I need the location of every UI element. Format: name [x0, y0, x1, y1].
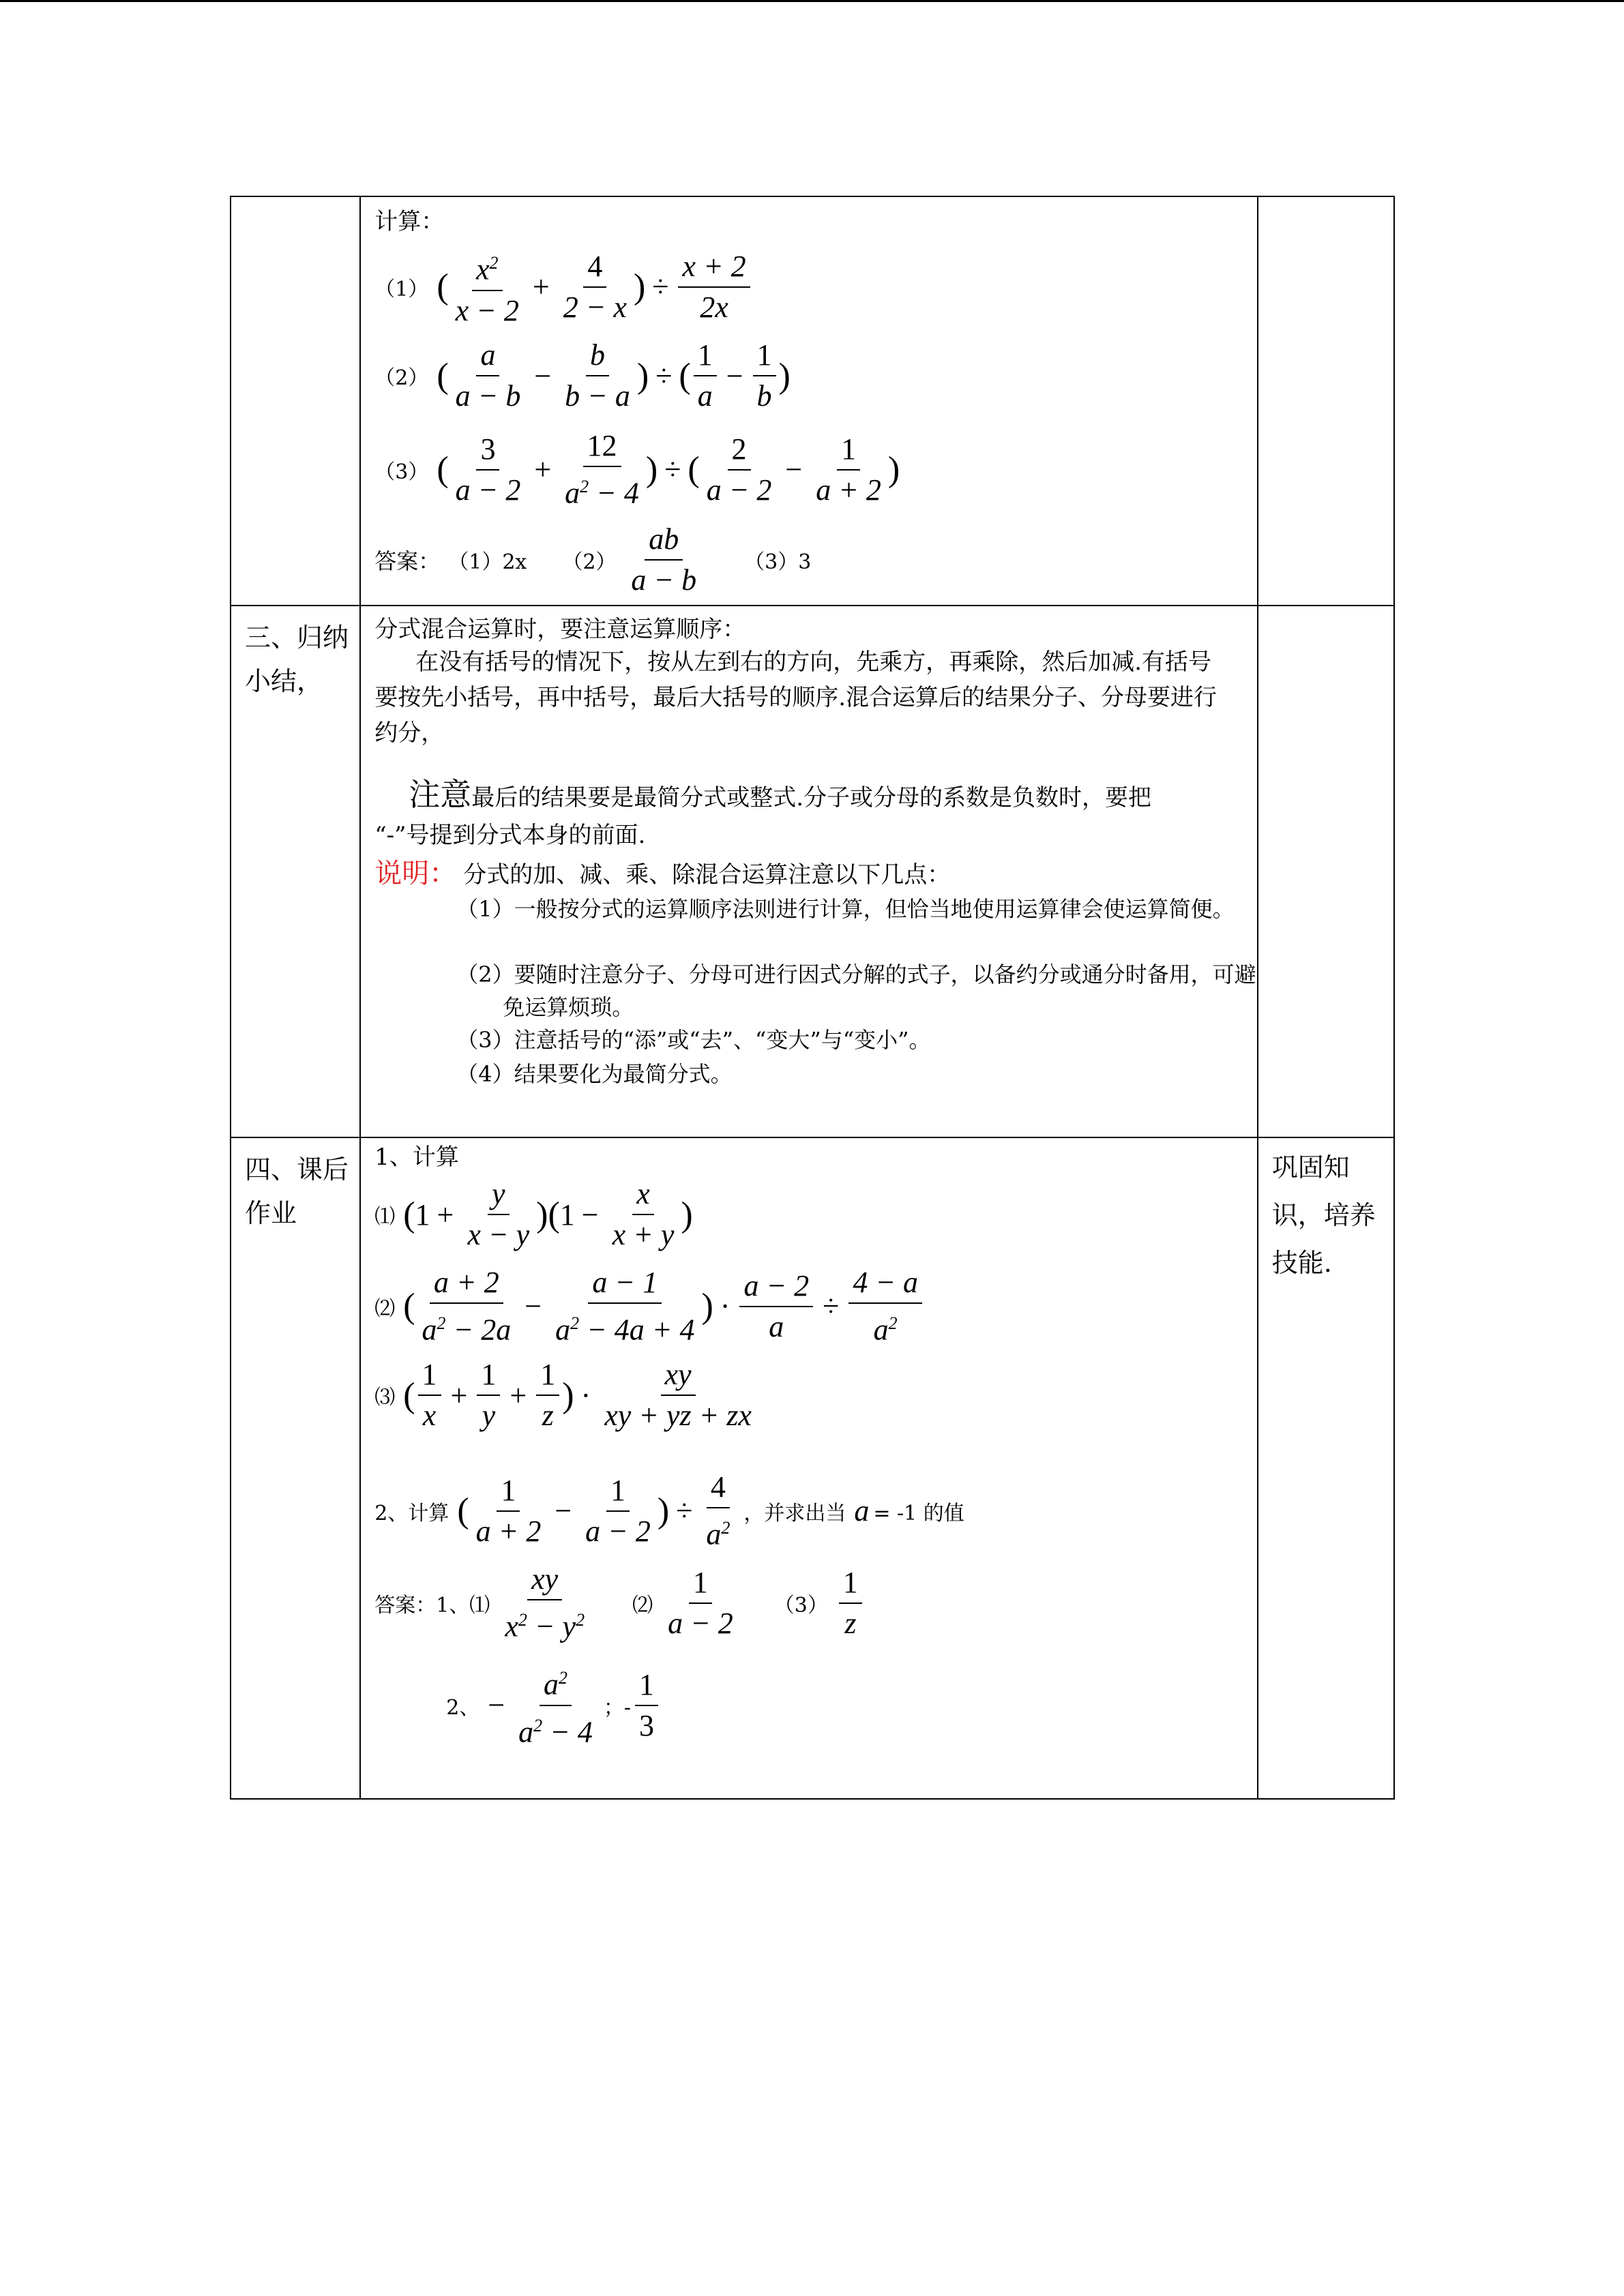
homework-item-2: ⑵ ( $\frac{a + 2}{a^2 - 2a}$ − $\frac{a - 1}{a^2 - 4a + 4}$ ) · $\frac{a - 2}{a}$ ÷ $\frac{4 - a}{a^2}$ [374, 1264, 925, 1349]
exercise-item-3: （3） ( $\frac{3}{a - 2}$ + $\frac{12}{a^2 - 4}$ ) ÷ ( $\frac{2}{a - 2}$ − $\frac{1}{a + 2}$ ) [374, 428, 900, 512]
note-line-2: “-”号提到分式本身的前面. [374, 822, 646, 849]
point-2: （2）要随时注意分子、分母可进行因式分解的式子，以备约分或通分时备用，可避免运算烦琐。 [456, 961, 1256, 1020]
row-exercise [231, 196, 1394, 606]
point-3: （3）注意括号的“添”或“去”、“变大”与“变小”。 [456, 1027, 931, 1053]
homework-item-3: ⑶ ( $\frac{1}{x}$ + $\frac{1}{y}$ + $\frac{1}{z}$ ) · $\frac{xy}{xy + yz + zx}$ [374, 1356, 758, 1434]
homework-item-1: ⑴ ( 1 + $\frac{y}{x - y}$ )( 1 − $\frac{x}{x + y}$ ) [374, 1176, 692, 1253]
homework-label: 四、课后作业 [245, 1154, 349, 1228]
formula-3: ( $\frac{3}{a - 2}$ + $\frac{12}{a^2 - 4}$ ) ÷ ( $\frac{2}{a - 2}$ − $\frac{1}{a + 2}$ ) [437, 429, 900, 510]
summary-label: 三、归纳小结， [245, 623, 349, 696]
side-cell-empty [1258, 196, 1394, 606]
hw-formula-3: ( $\frac{1}{x}$ + $\frac{1}{y}$ + $\frac{1}{z}$ ) · $\frac{xy}{xy + yz + zx}$ [403, 1358, 752, 1432]
row-summary [231, 606, 1394, 1137]
side-cell-empty-2 [1258, 606, 1394, 1137]
homework-task-1: 1、计算 [374, 1144, 459, 1171]
shuoming-line: 说明： 分式的加、减、乘、除混合运算注意以下几点： [374, 858, 951, 889]
shuoming-label: 说明： [374, 858, 457, 889]
hw-answer-2: $\frac{1}{a - 2}$ [668, 1565, 733, 1640]
homework-task-2: 2、计算 ( $\frac{1}{a + 2}$ − $\frac{1}{a - 2}$ ) ÷ $\frac{4}{a^2}$ ，并求出当 a = -1 的值 [374, 1469, 973, 1553]
row-homework [231, 1137, 1394, 1799]
label-cell-empty [231, 196, 360, 606]
lesson-table [230, 196, 1395, 1800]
exercise-item-1: （1） ( $\frac{x^2}{x - 2}$ + $\frac{4}{2 - x}$ ) ÷ $\frac{x + 2}{2x}$ [374, 245, 752, 329]
summary-intro: 分式混合运算时，要注意运算顺序： [374, 616, 746, 643]
homework-side-note: 巩固知识，培养技能. [1271, 1152, 1376, 1278]
hw-answer-5: $\frac{1}{3}$ [632, 1667, 661, 1744]
formula-2: ( $\frac{a}{a - b}$ − $\frac{b}{b - a}$ ) ÷ ( $\frac{1}{a}$ − $\frac{1}{b}$ ) [437, 338, 791, 413]
point-4: （4）结果要化为最简分式。 [456, 1061, 733, 1087]
note-line: 注意最后的结果要是最简分式或整式.分子或分母的系数是负数时，要把 [409, 776, 1152, 813]
point-1: （1）一般按分式的运算顺序法则进行计算，但恰当地使用运算律会使运算简便。 [456, 896, 1235, 922]
hw-answer-1: $\frac{xy}{x^2 - y^2}$ [505, 1562, 585, 1643]
exercise-answer: 答案： （1）2x （2） $\frac{ab}{a - b}$ （3）3 [374, 521, 819, 599]
formula-1: ( $\frac{x^2}{x - 2}$ + $\frac{4}{2 - x}$ ) ÷ $\frac{x + 2}{2x}$ [437, 245, 752, 329]
hw-answer-4: − $\frac{a^2}{a^2 - 4}$ [488, 1660, 600, 1750]
homework-answer-1: 答案：1、⑴ $\frac{xy}{x^2 - y^2}$ ⑵ $\frac{1}{a - 2}$ （3） $\frac{1}{z}$ [374, 1561, 865, 1645]
top-border [0, 0, 1624, 2]
answer-formula-2: $\frac{ab}{a - b}$ [631, 522, 697, 597]
summary-paragraph: 在没有括号的情况下，按从左到右的方向，先乘方，再乘除，然后加减.有括号要按先小括号，再中括号，最后大括号的顺序.混合运算后的结果分子、分母要进行约分， [374, 648, 1217, 747]
hw-formula-1: ( 1 + $\frac{y}{x - y}$ )( 1 − $\frac{x}{x + y}$ ) [403, 1177, 693, 1251]
summary-cell [360, 606, 1258, 1137]
hw-answer-3: $\frac{1}{z}$ [836, 1564, 865, 1642]
homework-cell [360, 1137, 1258, 1799]
hw-formula-4: ( $\frac{1}{a + 2}$ − $\frac{1}{a - 2}$ ) ÷ $\frac{4}{a^2}$ [457, 1470, 730, 1551]
exercise-item-2: （2） ( $\frac{a}{a - b}$ − $\frac{b}{b - a}$ ) ÷ ( $\frac{1}{a}$ − $\frac{1}{b}$ ) [374, 337, 791, 415]
exercise-heading: 计算： [374, 208, 445, 235]
exercise-cell [360, 196, 1258, 606]
hw-formula-2: ( $\frac{a + 2}{a^2 - 2a}$ − $\frac{a - 1}{a^2 - 4a + 4}$ ) · $\frac{a - 2}{a}$ ÷ $\frac{4 - a}{a^2}$ [403, 1264, 925, 1349]
note-word: 注意 [409, 776, 472, 813]
homework-answer-2: 2、 − $\frac{a^2}{a^2 - 4}$ ；- $\frac{1}{3}$ [446, 1660, 661, 1750]
